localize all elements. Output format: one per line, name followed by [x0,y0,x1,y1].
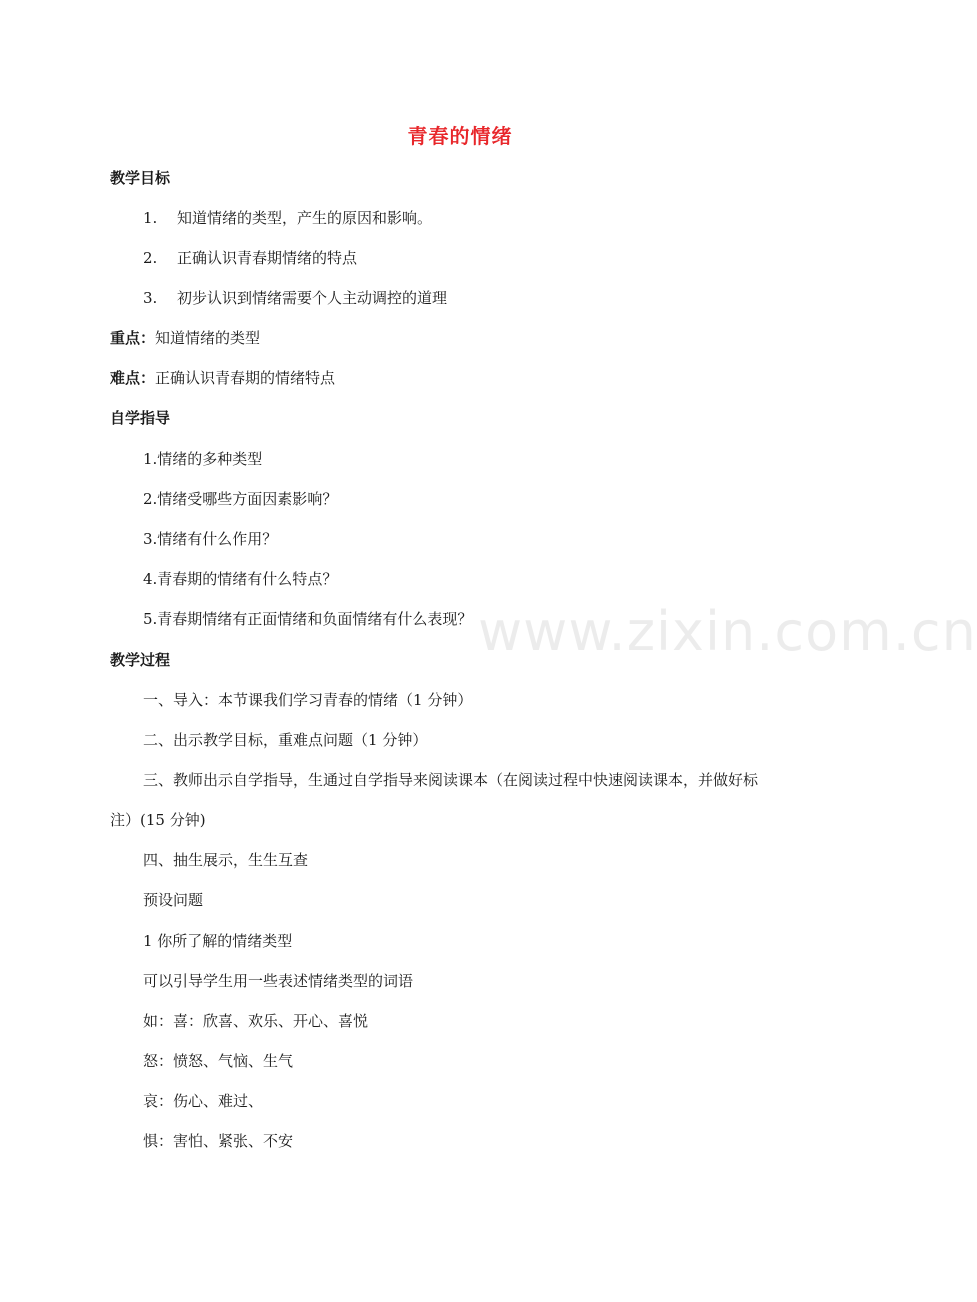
difficulty-text: 正确认识青春期的情绪特点 [155,369,336,387]
goal-number: 1. [143,209,158,227]
self-study-item: 4.青春期的情绪有什么特点？ [143,570,338,588]
goal-text: 初步认识到情绪需要个人主动调控的道理 [177,289,448,307]
emotion-example: 怒：愤怒、气恼、生气 [143,1052,294,1070]
preset-questions-label: 预设问题 [143,891,204,909]
goals-heading: 教学目标 [110,169,171,187]
difficulty [110,368,335,388]
process-step-4: 四、抽生展示，生生互查 [143,851,309,869]
watermark: www.zixin.com.cn [478,600,977,663]
process-heading: 教学过程 [110,651,171,669]
process-step-3: 三、教师出示自学指导，生通过自学指导来阅读课本（在阅读过程中快速阅读课本，并做好标 [143,771,759,789]
goal-item [143,248,357,268]
difficulty-label: 难点： [110,369,156,387]
self-study-heading: 自学指导 [110,409,171,427]
key-point [110,328,260,348]
guide-text: 可以引导学生用一些表述情绪类型的词语 [143,972,414,990]
process-step-2: 二、出示教学目标，重难点问题（1 分钟） [143,731,428,749]
question-1: 1 你所了解的情绪类型 [143,932,293,950]
self-study-item: 1.情绪的多种类型 [143,450,263,468]
goal-text: 知道情绪的类型，产生的原因和影响。 [177,209,433,227]
self-study-item: 2.情绪受哪些方面因素影响？ [143,490,338,508]
emotion-example: 惧：害怕、紧张、不安 [143,1132,294,1150]
goal-text: 正确认识青春期情绪的特点 [177,249,358,267]
key-point-label: 重点： [110,329,156,347]
goal-number: 3. [143,289,158,307]
emotion-example: 哀：伤心、难过、 [143,1092,264,1110]
goal-item [143,288,447,308]
emotion-example: 如：喜：欣喜、欢乐、开心、喜悦 [143,1012,369,1030]
self-study-item: 5.青春期情绪有正面情绪和负面情绪有什么表现？ [143,610,473,628]
key-point-text: 知道情绪的类型 [155,329,261,347]
process-step-3-continued: 注）(15 分钟) [110,811,206,829]
self-study-item: 3.情绪有什么作用？ [143,530,278,548]
document-title: 青春的情绪 [407,124,513,148]
goal-item [143,208,432,228]
process-step-1: 一、导入：本节课我们学习青春的情绪（1 分钟） [143,691,473,709]
goal-number: 2. [143,249,158,267]
